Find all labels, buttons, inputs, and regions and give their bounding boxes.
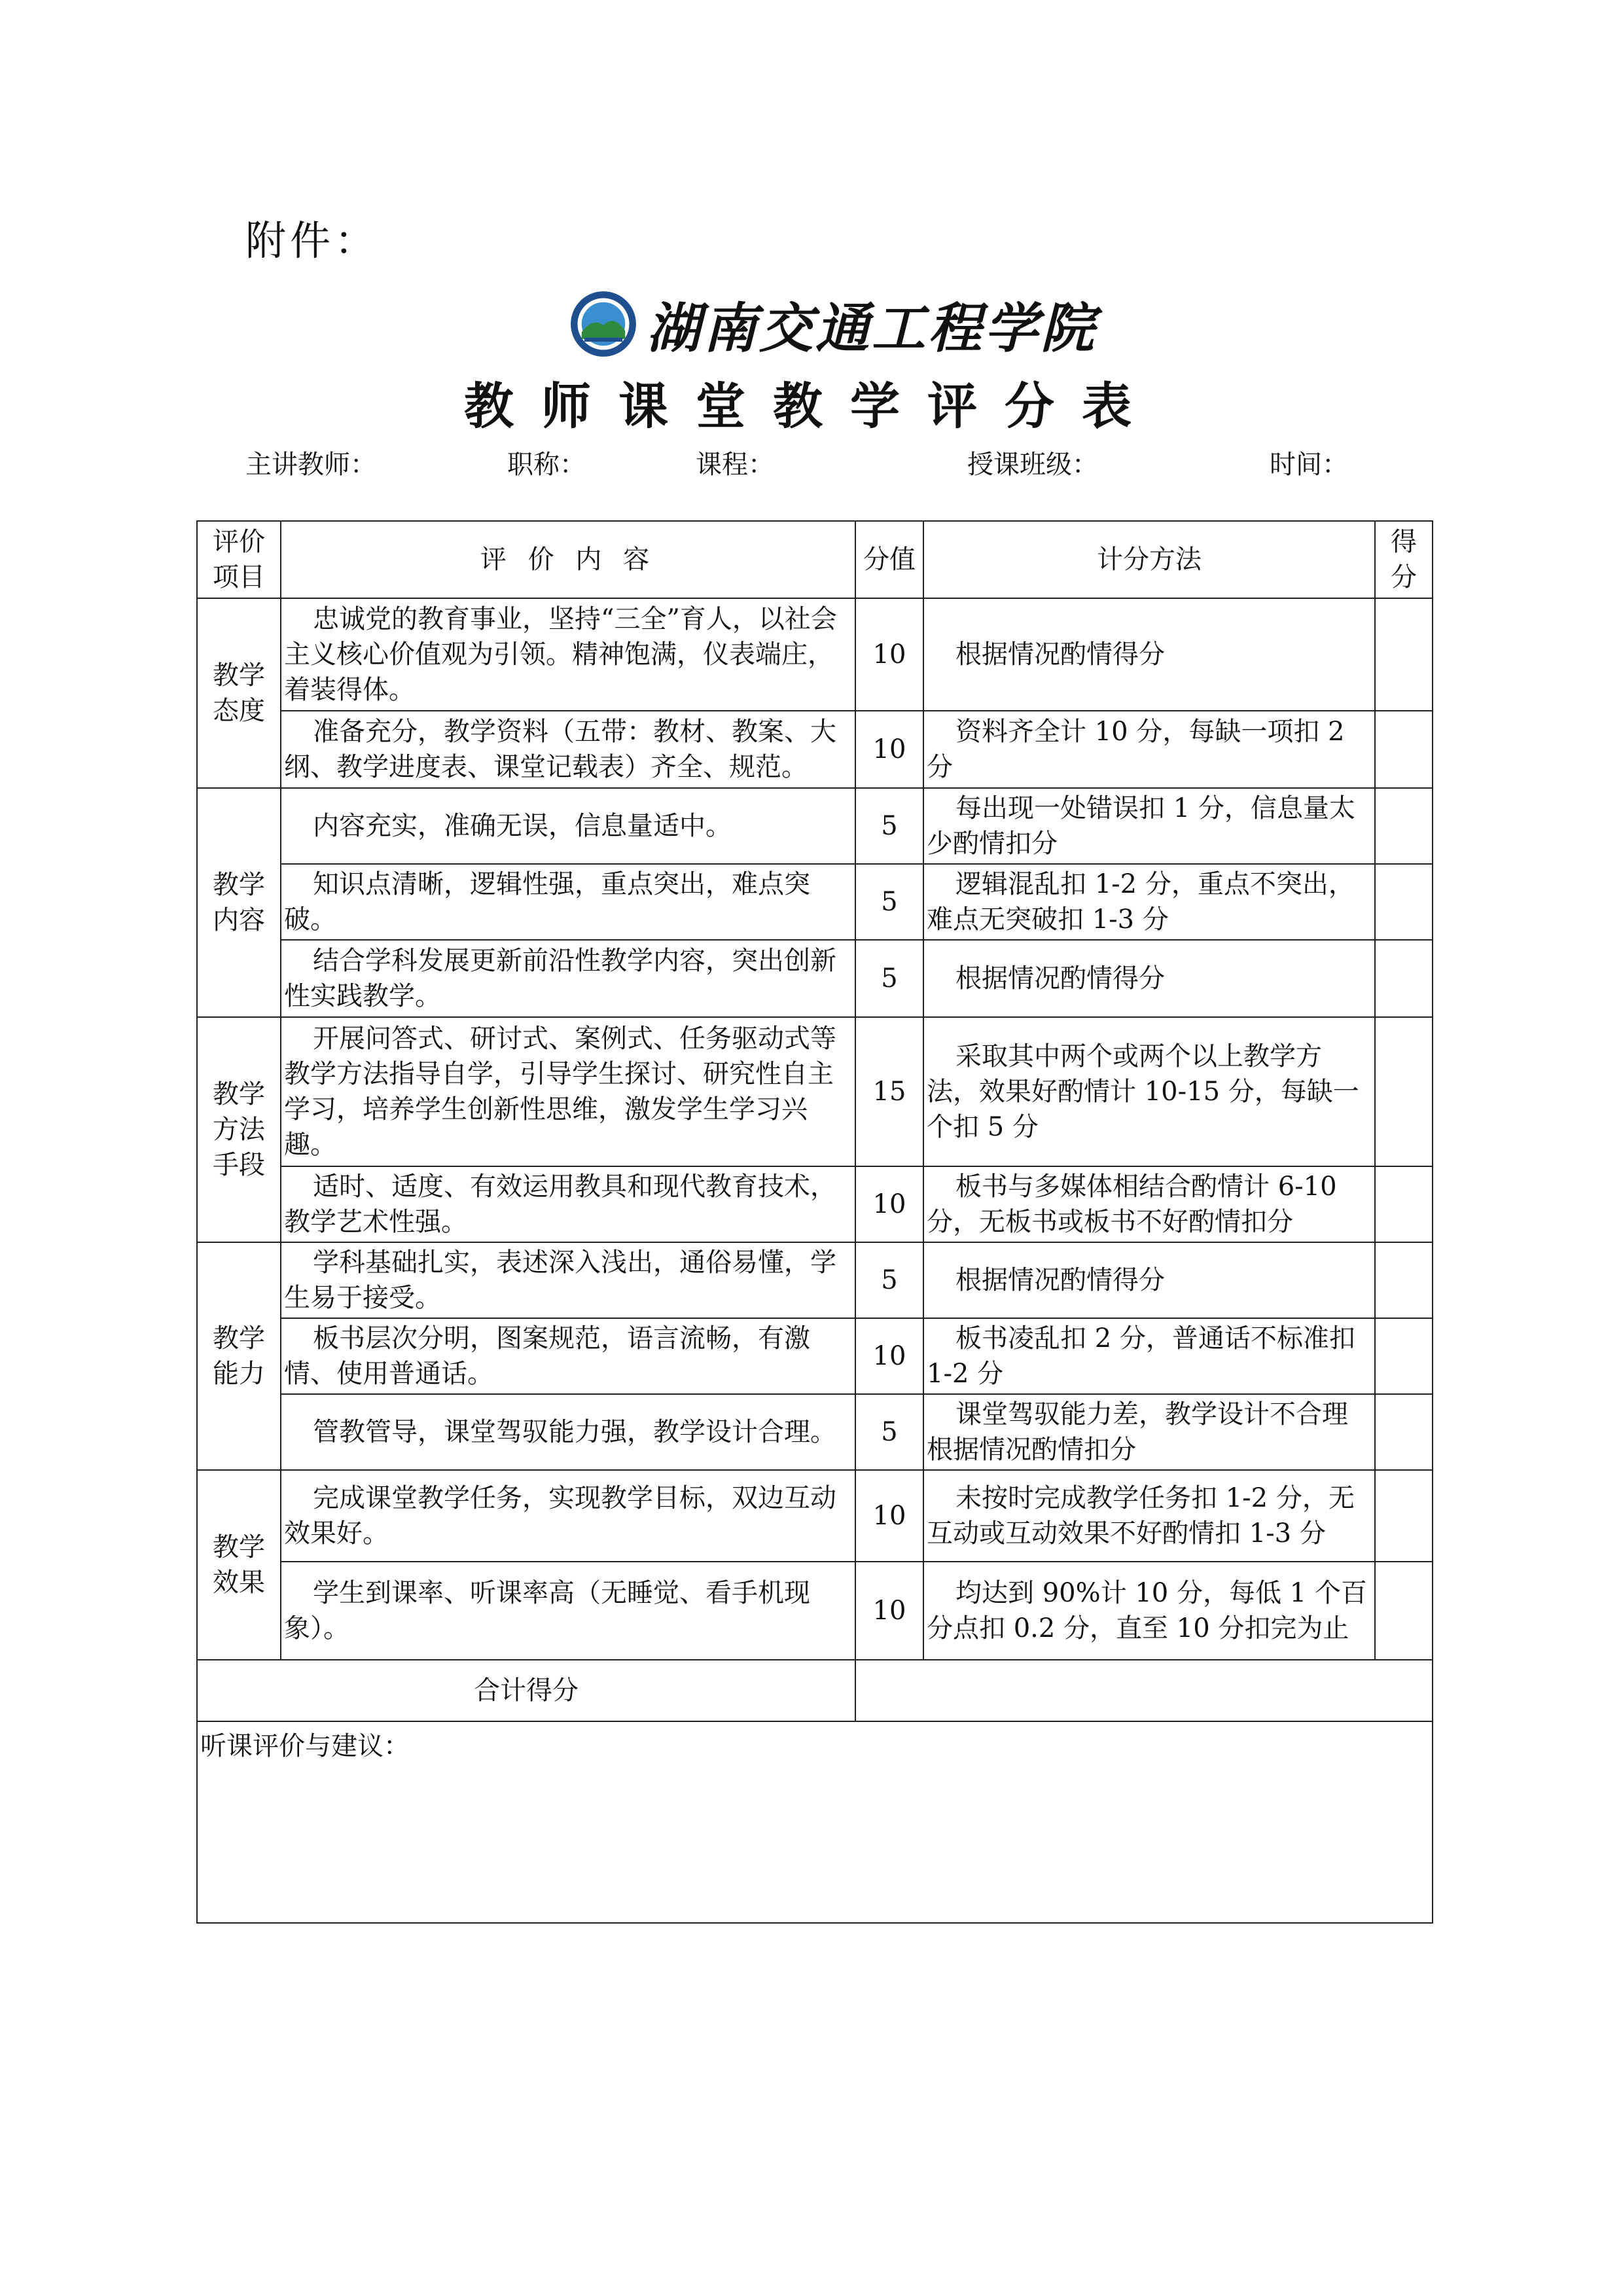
table-row <box>197 1318 1433 1394</box>
content-cell: 管教管导，课堂驾驭能力强，教学设计合理。 <box>281 1394 855 1470</box>
category-cell: 教学效果 <box>197 1470 281 1660</box>
got-cell[interactable] <box>1375 1562 1433 1660</box>
got-cell[interactable] <box>1375 1017 1433 1166</box>
course-field: 课程： <box>696 450 774 480</box>
score-cell: 5 <box>855 864 923 940</box>
category-cell: 教学方法手段 <box>197 1017 281 1242</box>
attachment-label: 附件： <box>245 217 380 264</box>
advice-row <box>197 1721 1433 1923</box>
table-row <box>197 1166 1433 1242</box>
category-cell: 教学态度 <box>197 598 281 788</box>
got-cell[interactable] <box>1375 1470 1433 1562</box>
score-cell: 10 <box>855 1318 923 1394</box>
score-cell: 10 <box>855 711 923 788</box>
got-cell[interactable] <box>1375 1394 1433 1470</box>
got-cell[interactable] <box>1375 940 1433 1017</box>
method-cell: 根据情况酌情得分 <box>923 940 1375 1017</box>
header-method: 计分方法 <box>923 521 1375 598</box>
method-cell: 板书与多媒体相结合酌情计 6-10 分，无板书或板书不好酌情扣分 <box>923 1166 1375 1242</box>
table-row <box>197 864 1433 940</box>
content-cell: 开展问答式、研讨式、案例式、任务驱动式等教学方法指导自学，引导学生探讨、研究性自主学习，培养学生创新性思维，激发学生学习兴趣。 <box>281 1017 855 1166</box>
table-row <box>197 1394 1433 1470</box>
header-got: 得分 <box>1375 521 1433 598</box>
evaluation-table <box>196 520 1433 1924</box>
method-cell: 板书凌乱扣 2 分，普通话不标准扣 1-2 分 <box>923 1318 1375 1394</box>
content-cell: 知识点清晰，逻辑性强，重点突出，难点突破。 <box>281 864 855 940</box>
total-row <box>197 1660 1433 1721</box>
got-cell[interactable] <box>1375 864 1433 940</box>
got-cell[interactable] <box>1375 598 1433 711</box>
table-header-row <box>197 521 1433 598</box>
got-cell[interactable] <box>1375 711 1433 788</box>
score-cell: 5 <box>855 1242 923 1318</box>
time-field: 时间： <box>1270 450 1348 480</box>
score-cell: 10 <box>855 1166 923 1242</box>
method-cell: 根据情况酌情得分 <box>923 598 1375 711</box>
school-name: 湖南交通工程学院 <box>647 296 1097 360</box>
table-row <box>197 788 1433 864</box>
class-field: 授课班级： <box>967 450 1098 480</box>
score-cell: 10 <box>855 1562 923 1660</box>
score-cell: 10 <box>855 598 923 711</box>
method-cell: 课堂驾驭能力差，教学设计不合理根据情况酌情扣分 <box>923 1394 1375 1470</box>
content-cell: 适时、适度、有效运用教具和现代教育技术，教学艺术性强。 <box>281 1166 855 1242</box>
category-cell: 教学能力 <box>197 1242 281 1470</box>
title-field: 职称： <box>507 450 586 480</box>
method-cell: 均达到 90%计 10 分，每低 1 个百分点扣 0.2 分，直至 10 分扣完为止 <box>923 1562 1375 1660</box>
form-title: 教师课堂教学评分表 <box>464 377 1159 435</box>
score-cell: 5 <box>855 940 923 1017</box>
school-seal-icon <box>569 290 637 358</box>
content-cell: 内容充实，准确无误，信息量适中。 <box>281 788 855 864</box>
table-row <box>197 711 1433 788</box>
score-cell: 15 <box>855 1017 923 1166</box>
table-row <box>197 1562 1433 1660</box>
table-row <box>197 1242 1433 1318</box>
content-cell: 学生到课率、听课率高（无睡觉、看手机现象）。 <box>281 1562 855 1660</box>
method-cell: 采取其中两个或两个以上教学方法，效果好酌情计 10-15 分，每缺一个扣 5 分 <box>923 1017 1375 1166</box>
method-cell: 未按时完成教学任务扣 1-2 分，无互动或互动效果不好酌情扣 1-3 分 <box>923 1470 1375 1562</box>
method-cell: 根据情况酌情得分 <box>923 1242 1375 1318</box>
header-item: 评价项目 <box>197 521 281 598</box>
header-score: 分值 <box>855 521 923 598</box>
header-content: 评 价 内 容 <box>281 521 855 598</box>
total-label: 合计得分 <box>197 1660 855 1721</box>
score-cell: 5 <box>855 788 923 864</box>
method-cell: 逻辑混乱扣 1-2 分，重点不突出，难点无突破扣 1-3 分 <box>923 864 1375 940</box>
table-row <box>197 598 1433 711</box>
advice-cell[interactable]: 听课评价与建议： <box>197 1721 1433 1923</box>
table-row <box>197 940 1433 1017</box>
content-cell: 板书层次分明，图案规范，语言流畅，有激情、使用普通话。 <box>281 1318 855 1394</box>
content-cell: 完成课堂教学任务，实现教学目标，双边互动效果好。 <box>281 1470 855 1562</box>
got-cell[interactable] <box>1375 1318 1433 1394</box>
content-cell: 结合学科发展更新前沿性教学内容，突出创新性实践教学。 <box>281 940 855 1017</box>
school-header <box>569 288 1097 360</box>
got-cell[interactable] <box>1375 788 1433 864</box>
table-row <box>197 1470 1433 1562</box>
lecturer-field: 主讲教师： <box>245 450 376 480</box>
method-cell: 每出现一处错误扣 1 分，信息量太少酌情扣分 <box>923 788 1375 864</box>
content-cell: 学科基础扎实，表述深入浅出，通俗易懂，学生易于接受。 <box>281 1242 855 1318</box>
score-cell: 5 <box>855 1394 923 1470</box>
table-row <box>197 1017 1433 1166</box>
category-cell: 教学内容 <box>197 788 281 1017</box>
got-cell[interactable] <box>1375 1242 1433 1318</box>
got-cell[interactable] <box>1375 1166 1433 1242</box>
total-score-cell[interactable] <box>855 1660 1433 1721</box>
method-cell: 资料齐全计 10 分，每缺一项扣 2 分 <box>923 711 1375 788</box>
content-cell: 忠诚党的教育事业，坚持“三全”育人，以社会主义核心价值观为引领。精神饱满，仪表端庄，着装得体。 <box>281 598 855 711</box>
content-cell: 准备充分，教学资料（五带：教材、教案、大纲、教学进度表、课堂记载表）齐全、规范。 <box>281 711 855 788</box>
score-cell: 10 <box>855 1470 923 1562</box>
